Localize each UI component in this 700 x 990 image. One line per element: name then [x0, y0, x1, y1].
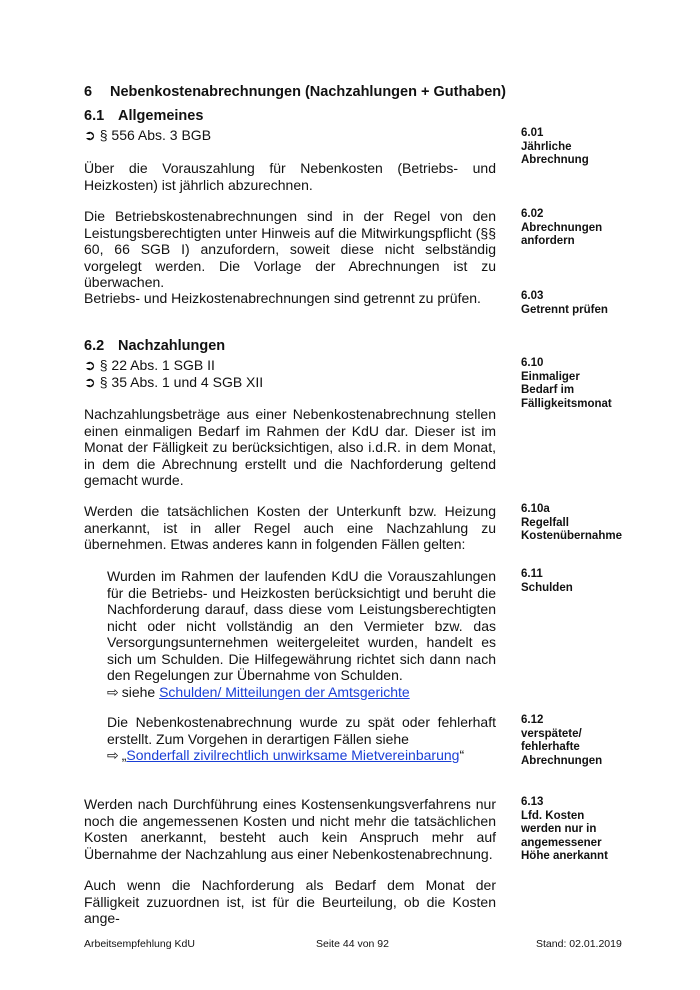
margin-note-6-11 [521, 568, 616, 595]
paragraph-6-12 [107, 714, 496, 764]
margin-note-number: 6.02 [521, 208, 544, 220]
section-title: Allgemeines [118, 108, 204, 124]
margin-note-number: 6.10a [521, 503, 550, 515]
link-schulden[interactable]: Schulden/ Mitteilungen der Amtsgerichte [159, 683, 410, 700]
chapter-title: Nebenkostenabrechnungen (Nachzahlungen + Guthaben) [110, 84, 506, 100]
arrow-hint-icon: ⇨ [107, 683, 119, 700]
section-title: Nachzahlungen [118, 338, 226, 354]
paragraph-6-02: Die Betriebskostenabrechnungen sind in der Regel von den Leistungsberechtigten unter Hinweis auf die Mitwirkungspflicht (§§ 60, 66 SGB I) anzufordern, soweit diese nicht selbständig vorgelegt werden. Die Vorlage der Abrechnungen ist zu überwachen. [84, 208, 496, 290]
chapter-heading [84, 84, 506, 100]
footer-document-title: Arbeitsempfehlung KdU [84, 938, 195, 950]
legal-reference-text: § 22 Abs. 1 SGB II [99, 357, 215, 373]
section-heading-6-2 [84, 338, 225, 354]
paragraph-6-10: Nachzahlungsbeträge aus einer Nebenkostenabrechnung stellen einen einmaligen Bedarf im Rahmen der KdU dar. Dieser ist im Monat der Fälligkeit zu berücksichtigen, also i.d.R. in dem Monat, in dem die Abrechnung erstellt und die Nachforderung geltend gemacht wurde. [84, 406, 496, 488]
close-quote: “ [459, 747, 465, 763]
footer-date: Stand: 02.01.2019 [536, 938, 622, 950]
margin-note-text: verspätete/ fehlerhafte Abrechnungen [521, 727, 603, 767]
paragraph-6-13: Werden nach Durchführung eines Kostensenkungsverfahrens nur noch die angemessenen Kosten und nicht mehr die tatsächlichen Kosten anerkannt, besteht auch kein Anspruch mehr auf Übernahme der Nachzahlung aus einer Nebenkostenabrechnung. [84, 796, 496, 862]
legal-reference [84, 127, 211, 144]
paragraph-6-11 [107, 568, 496, 700]
margin-note-text: Regelfall Kostenübernahme [521, 516, 622, 542]
margin-note-number: 6.12 [521, 714, 544, 726]
legal-reference-text: § 35 Abs. 1 und 4 SGB XII [99, 374, 264, 390]
margin-note-text: Lfd. Kosten werden nur in angemessener Höhe anerkannt [521, 809, 608, 862]
arrow-right-icon: ➲ [84, 357, 96, 373]
paragraph-text: Wurden im Rahmen der laufenden KdU die Vorauszahlungen für die Betriebs- und Heizkosten berücksichtigt und beruht die Nachforderung darauf, dass diese vom Leistungsberechtigten nicht oder nicht vollständig an den Vermieter bzw. das Versorgungsunternehmen weitergeleitet wurden, handelt es sich um Schulden. Die Hilfegewährung richtet sich dann nach den Regelungen zur Übernahme von Schulden. [107, 568, 496, 683]
paragraph-6-10a: Werden die tatsächlichen Kosten der Unterkunft bzw. Heizung anerkannt, ist in aller Regel auch eine Nachzahlung zu übernehmen. Etwas anderes kann in folgenden Fällen gelten: [84, 503, 496, 552]
margin-note-6-10 [521, 357, 616, 411]
margin-note-number: 6.03 [521, 290, 544, 302]
margin-note-6-02 [521, 208, 616, 249]
margin-note-number: 6.11 [521, 568, 543, 580]
section-number: 6.1 [84, 108, 105, 124]
legal-reference [84, 357, 215, 374]
margin-note-text: Getrennt prüfen [521, 303, 608, 316]
paragraph-6-03: Betriebs- und Heizkostenabrechnungen sind getrennt zu prüfen. [84, 290, 481, 306]
legal-reference-text: § 556 Abs. 3 BGB [99, 127, 212, 143]
paragraph-6-01: Über die Vorauszahlung für Nebenkosten (Betriebs- und Heizkosten) ist jährlich abzurechnen. [84, 160, 496, 193]
margin-note-6-01 [521, 127, 616, 168]
section-heading-6-1 [84, 108, 203, 124]
arrow-right-icon: ➲ [84, 374, 96, 390]
margin-note-text: Schulden [521, 581, 573, 594]
open-quote: „ [121, 747, 127, 763]
paragraph-continued: Auch wenn die Nachforderung als Bedarf dem Monat der Fälligkeit zuzuordnen ist, ist für die Beurteilung, ob die Kosten ange- [84, 877, 496, 926]
footer-page-number: Seite 44 von 92 [316, 938, 389, 950]
arrow-right-icon: ➲ [84, 127, 96, 143]
link-sonderfall[interactable]: Sonderfall zivilrechtlich unwirksame Mietvereinbarung [126, 747, 460, 763]
margin-note-number: 6.01 [521, 127, 544, 139]
arrow-hint-icon: ⇨ [107, 747, 119, 763]
margin-note-number: 6.10 [521, 357, 544, 369]
margin-note-text: Abrechnungen anfordern [521, 221, 603, 247]
margin-note-number: 6.13 [521, 796, 544, 808]
hint-prefix: siehe [121, 683, 160, 700]
margin-note-6-12 [521, 714, 616, 768]
margin-note-text: Jährliche Abrechnung [521, 140, 589, 166]
chapter-number: 6 [84, 84, 93, 100]
paragraph-text: Die Nebenkostenabrechnung wurde zu spät oder fehlerhaft erstellt. Zum Vorgehen in derartigen Fällen siehe [107, 714, 496, 747]
legal-reference [84, 374, 263, 391]
section-number: 6.2 [84, 338, 105, 354]
margin-note-6-10a [521, 503, 622, 544]
margin-note-6-03 [521, 290, 616, 317]
margin-note-text: Einmaliger Bedarf im Fälligkeitsmonat [521, 370, 612, 410]
margin-note-6-13 [521, 796, 616, 864]
